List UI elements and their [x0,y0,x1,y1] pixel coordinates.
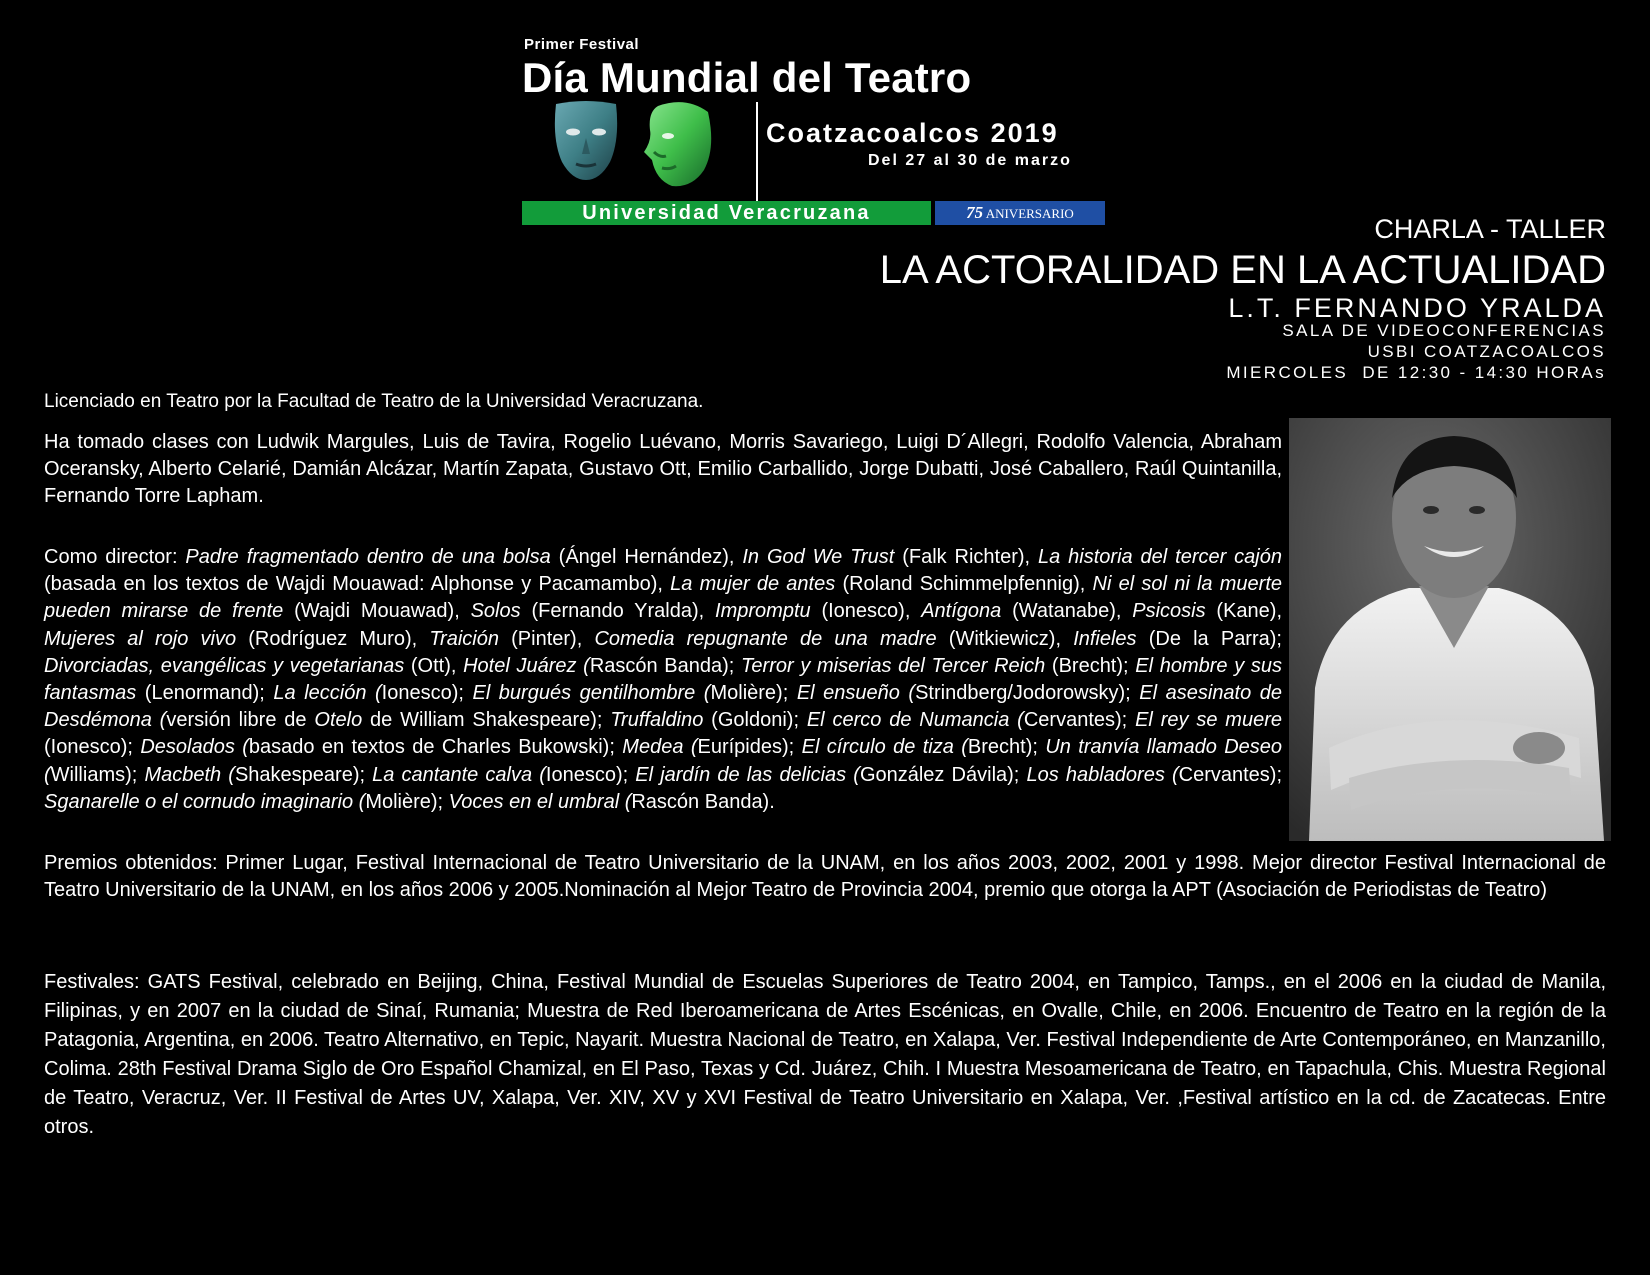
work-credit: Brecht); [967,736,1046,759]
event-building: USBI COATZACOALCOS [1367,342,1606,361]
work-credit: (Goldoni); [703,709,807,732]
bio-festivales: Festivales: GATS Festival, celebrado en Beijing, China, Festival Mundial de Escuelas Superiores de Teatro 2004, en Tampico, Tamps., en el 2006 en la ciudad de Manila, Filipinas, y en 2007 en la ciudad de Sinaí, Rumania; Muestra de Red Iberoamericana de Artes Escénicas, en Ovalle, Chile, en 2006. Encuentro de Teatro en la región de la Patagonia, Argentina, en 2006. Teatro Alternativo, en Tepic, Nayarit. Muestra Nacional de Teatro, en Xalapa, Ver. Festival Independiente de Arte Contemporáneo, en Manzanillo, Colima. 28th Festival Drama Siglo de Oro Español Chamizal, en El Paso, Texas y Cd. Juárez, Chih. I Muestra Mesoamericana de Teatro, en Tapachula, Chis. Muestra Regional de Teatro, Veracruz, Ver. II Festival de Artes UV, Xalapa, Ver. XIV, XV y XVI Festival de Teatro Universitario en Xalapa, Ver. ,Festival artístico en la cd. de Zacatecas. Entre otros. [44,971,1606,1138]
work-credit: Molière); [365,790,449,813]
work-title: Otelo [314,709,363,732]
festival-dates: Del 27 al 30 de marzo [868,152,1072,169]
work-title: El círculo de tiza ( [801,736,968,759]
work-title: El asesinato de Desdémona ( [44,682,1283,732]
anniversary-label: ANIVERSARIO [985,206,1074,221]
work-title: El cerco de Numancia ( [806,709,1024,732]
work-credit: versión libre de [166,709,315,732]
work-title: La lección ( [273,682,382,705]
festival-kicker: Primer Festival [524,36,640,53]
work-title: El rey se muere [1135,709,1282,732]
work-credit: (Pinter), [498,627,595,650]
work-credit: (De la Parra); [1136,627,1282,650]
work-credit: (Ángel Hernández), [550,546,743,568]
work-title: Psicosis [1132,600,1206,623]
event-title: LA ACTORALIDAD EN LA ACTUALIDAD [879,248,1606,292]
work-credit: Shakespeare); [234,763,373,786]
work-title: Voces en el umbral ( [448,790,632,813]
anniversary-badge [935,201,1105,225]
work-title: Desolados ( [140,736,249,759]
work-title: El hombre y sus fantasmas [44,654,1282,705]
work-title: La cantante calva ( [372,763,546,786]
work-credit: Eurípides); [697,736,802,759]
festival-logo [520,30,1120,230]
work-credit: Molière); [710,682,797,705]
work-credit: Rascón Banda). [631,790,775,813]
work-credit: Rascón Banda); [589,654,742,677]
event-type: CHARLA - TALLER [1374,214,1606,244]
event-venue: SALA DE VIDEOCONFERENCIAS [1282,321,1606,340]
speaker-photo [1289,418,1611,841]
work-title: Antígona [921,600,1002,623]
anniversary-number: 75 [966,203,984,222]
work-credit: Como director: [44,546,186,568]
work-credit: (Wajdi Mouawad), [283,600,471,623]
work-title: Solos [470,600,521,623]
work-credit: (Ott), [404,654,464,677]
work-title: Hotel Juárez ( [463,654,590,677]
work-title: Padre fragmentado dentro de una bolsa [185,546,551,568]
work-title: Traición [429,627,499,650]
work-credit: Ionesco); [545,763,636,786]
work-credit: basado en textos de Charles Bukowski); [248,736,623,759]
work-credit: González Dávila); [859,763,1027,786]
work-credit: (Watanabe), [1001,600,1133,623]
work-credit: (Fernando Yralda), [520,600,716,623]
work-credit: (Brecht); [1045,654,1136,677]
work-credit: (Ionesco), [810,600,922,623]
work-title: Un tranvía llamado Deseo ( [44,736,1283,786]
work-title: Divorciadas, evangélicas y vegetarianas [44,654,405,677]
work-title: La mujer de antes [670,573,836,596]
work-credit: Strindberg/Jodorowsky); [915,682,1140,705]
work-credit: Cervantes); [1178,763,1282,786]
work-credit: Williams); [50,763,145,786]
work-title: Sganarelle o el cornudo imaginario ( [44,790,366,813]
work-title: In God We Trust [742,546,895,568]
work-title: El ensueño ( [796,682,916,705]
work-credit: (Ionesco); [44,736,141,759]
event-schedule: MIERCOLES DE 12:30 - 14:30 HORAs [1226,363,1606,382]
work-title: Impromptu [715,600,811,623]
work-credit: (basada en los textos de Wajdi Mouawad: Alphonse y Pacamambo), [44,573,671,596]
work-title: Infieles [1073,627,1137,650]
work-title: Ni el sol ni la muerte pueden mirarse de frente [44,573,1283,623]
work-title: Mujeres al rojo vivo [44,627,237,650]
bio-director [44,544,1282,816]
work-title: Comedia repugnante de una madre [594,627,937,650]
logo-divider [756,102,758,214]
event-speaker: L.T. FERNANDO YRALDA [1228,293,1606,323]
work-credit: (Lenormand); [136,682,274,705]
festival-title: Día Mundial del Teatro [522,54,972,101]
theatre-mask-icon [550,100,622,182]
work-title: El burgués gentilhombre ( [472,682,711,705]
bio-clases: Ha tomado clases con Ludwik Margules, Luis de Tavira, Rogelio Luévano, Morris Savariego, Luigi D´Allegri, Rodolfo Valencia, Abraham Oceransky, Alberto Celarié, Damián Alcázar, Martín Zapata, Gustavo Ott, Emilio Carballido, Jorge Dubatti, José Caballero, Raúl Quintanilla, Fernando Torre Lapham. [44,431,1282,508]
work-credit: (Kane), [1205,600,1282,623]
work-title: La historia del tercer cajón [1038,546,1282,568]
work-credit: (Witkiewicz), [936,627,1074,650]
work-title: El jardín de las delicias ( [635,763,860,786]
festival-city-year: Coatzacoalcos 2019 [766,118,1059,148]
work-title: Terror y miserias del Tercer Reich [741,654,1046,677]
work-title: Truffaldino [610,709,704,732]
work-credit: (Rodríguez Muro), [236,627,430,650]
work-title: Macbeth ( [144,763,235,786]
work-title: Los habladores ( [1026,763,1179,786]
bio-premios: Premios obtenidos: Primer Lugar, Festival Internacional de Teatro Universitario de la UNAM, en los años 2003, 2002, 2001 y 1998. Mejor director Festival Internacional de Teatro Universitario de la UNAM, en los años 2006 y 2005.Nominación al Mejor Teatro de Provincia 2004, premio que otorga la APT (Asociación de Periodistas de Teatro) [44,852,1606,902]
work-credit: Ionesco); [381,682,473,705]
work-credit: (Falk Richter), [894,546,1039,568]
work-credit: de William Shakespeare); [362,709,611,732]
work-title: Medea ( [622,736,698,759]
work-credit: (Roland Schimmelpfennig), [835,573,1093,596]
theatre-mask-icon [642,100,714,190]
university-banner: Universidad Veracruzana [522,201,931,225]
work-credit: Cervantes); [1023,709,1136,732]
bio-licenciado: Licenciado en Teatro por la Facultad de Teatro de la Universidad Veracruzana. [44,391,704,412]
